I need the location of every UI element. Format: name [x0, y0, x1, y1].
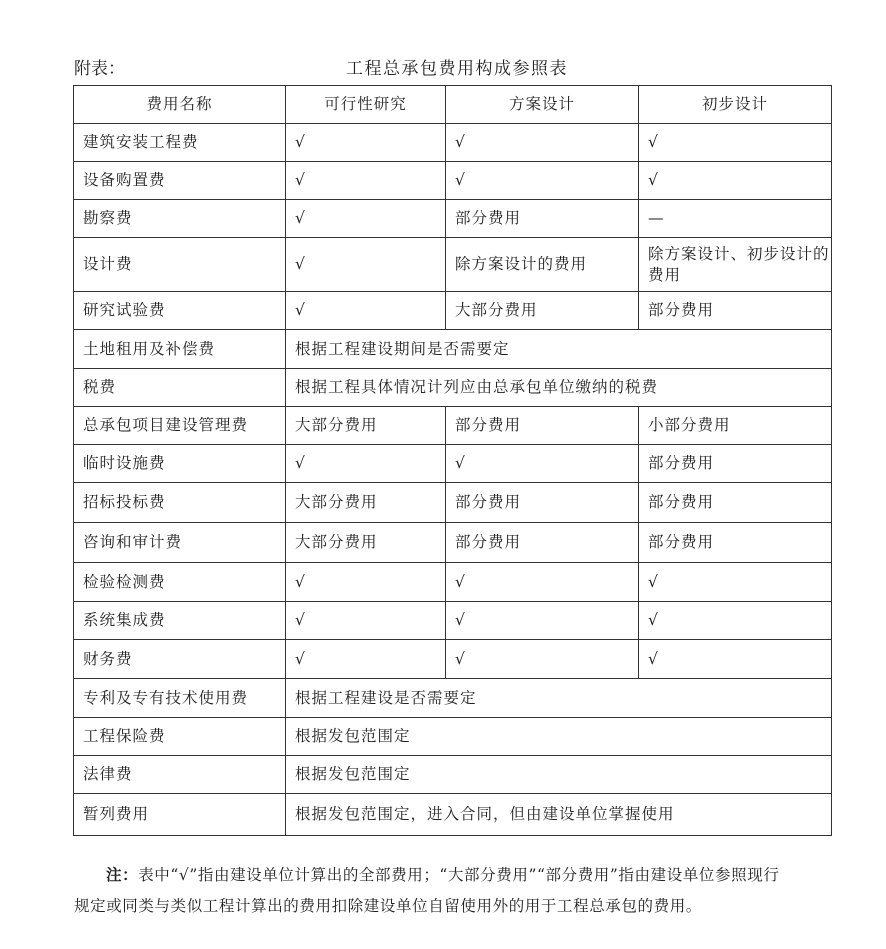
- fee-name-cell: 法律费: [74, 756, 286, 794]
- fee-value-cell: 部分费用: [639, 292, 832, 330]
- table-row: [74, 238, 832, 292]
- fee-value-cell: 部分费用: [639, 523, 832, 563]
- fee-value-cell: 部分费用: [639, 445, 832, 483]
- table-row: [74, 292, 832, 330]
- table-title: 工程总承包费用构成参照表: [346, 59, 568, 79]
- fee-name-cell: 检验检测费: [74, 563, 286, 602]
- column-header: 方案设计: [446, 86, 639, 124]
- fee-value-cell: 部分费用: [639, 483, 832, 523]
- column-header: 初步设计: [639, 86, 832, 124]
- table-row: [74, 369, 832, 407]
- fee-value-cell: 大部分费用: [446, 292, 639, 330]
- fee-value-cell: 大部分费用: [286, 483, 446, 523]
- fee-value-cell: √: [286, 640, 446, 679]
- fee-name-cell: 招标投标费: [74, 483, 286, 523]
- table-header-row: [74, 86, 832, 124]
- column-header: 费用名称: [74, 86, 286, 124]
- fee-table: [73, 85, 832, 836]
- table-row: [74, 200, 832, 238]
- fee-name-cell: 工程保险费: [74, 718, 286, 756]
- fee-name-cell: 设备购置费: [74, 162, 286, 200]
- fee-value-cell: √: [639, 124, 832, 162]
- fee-name-cell: 总承包项目建设管理费: [74, 407, 286, 445]
- fee-value-cell: √: [286, 238, 446, 292]
- footnote: [74, 859, 786, 922]
- table-row: [74, 718, 832, 756]
- table-row: [74, 483, 832, 523]
- fee-value-cell: —: [639, 200, 832, 238]
- fee-name-cell: 财务费: [74, 640, 286, 679]
- fee-value-cell: √: [639, 602, 832, 640]
- column-header: 可行性研究: [286, 86, 446, 124]
- table-row: [74, 563, 832, 602]
- table-row: [74, 124, 832, 162]
- table-row: [74, 162, 832, 200]
- fee-value-cell: √: [446, 124, 639, 162]
- fee-value-cell: √: [639, 640, 832, 679]
- fee-value-cell: √: [446, 563, 639, 602]
- table-row: [74, 523, 832, 563]
- merged-note-cell: 根据工程建设是否需要定: [286, 679, 832, 718]
- fee-name-cell: 专利及专有技术使用费: [74, 679, 286, 718]
- merged-note-cell: 根据工程具体情况计列应由总承包单位缴纳的税费: [286, 369, 832, 407]
- table-row: [74, 602, 832, 640]
- fee-value-cell: √: [286, 445, 446, 483]
- table-row: [74, 407, 832, 445]
- fee-name-cell: 税费: [74, 369, 286, 407]
- merged-note-cell: 根据工程建设期间是否需要定: [286, 330, 832, 369]
- fee-name-cell: 系统集成费: [74, 602, 286, 640]
- table-row: [74, 640, 832, 679]
- fee-value-cell: 小部分费用: [639, 407, 832, 445]
- fee-value-cell: 部分费用: [446, 523, 639, 563]
- fee-value-cell: √: [286, 292, 446, 330]
- fee-value-cell: 部分费用: [446, 200, 639, 238]
- fee-value-cell: √: [639, 563, 832, 602]
- fee-value-cell: √: [639, 162, 832, 200]
- footnote-label: 注：: [106, 865, 139, 884]
- fee-value-cell: 大部分费用: [286, 407, 446, 445]
- fee-value-cell: √: [286, 124, 446, 162]
- table-row: [74, 756, 832, 794]
- fee-value-cell: √: [446, 445, 639, 483]
- fee-value-cell: 大部分费用: [286, 523, 446, 563]
- fee-name-cell: 暂列费用: [74, 794, 286, 836]
- merged-note-cell: 根据发包范围定，进入合同，但由建设单位掌握使用: [286, 794, 832, 836]
- fee-value-cell: √: [286, 602, 446, 640]
- fee-value-cell: √: [286, 200, 446, 238]
- merged-note-cell: 根据发包范围定: [286, 718, 832, 756]
- fee-value-cell: 除方案设计、初步设计的费用: [639, 238, 832, 292]
- fee-name-cell: 咨询和审计费: [74, 523, 286, 563]
- table-row: [74, 794, 832, 836]
- table-row: [74, 679, 832, 718]
- merged-note-cell: 根据发包范围定: [286, 756, 832, 794]
- fee-name-cell: 设计费: [74, 238, 286, 292]
- fee-name-cell: 土地租用及补偿费: [74, 330, 286, 369]
- fee-name-cell: 勘察费: [74, 200, 286, 238]
- fee-name-cell: 建筑安装工程费: [74, 124, 286, 162]
- fee-value-cell: 除方案设计的费用: [446, 238, 639, 292]
- fee-name-cell: 临时设施费: [74, 445, 286, 483]
- fee-value-cell: 部分费用: [446, 407, 639, 445]
- footnote-text: 表中“√”指由建设单位计算出的全部费用；“大部分费用”“部分费用”指由建设单位参照现行规定或同类与类似工程计算出的费用扣除建设单位自留使用外的用于工程总承包的费用。: [74, 866, 780, 915]
- table-row: [74, 445, 832, 483]
- fee-value-cell: √: [446, 602, 639, 640]
- table-row: [74, 330, 832, 369]
- fee-name-cell: 研究试验费: [74, 292, 286, 330]
- fee-value-cell: √: [286, 563, 446, 602]
- fee-value-cell: √: [286, 162, 446, 200]
- fee-value-cell: √: [446, 640, 639, 679]
- fee-value-cell: 部分费用: [446, 483, 639, 523]
- fee-value-cell: √: [446, 162, 639, 200]
- appendix-label: 附表：: [74, 59, 125, 79]
